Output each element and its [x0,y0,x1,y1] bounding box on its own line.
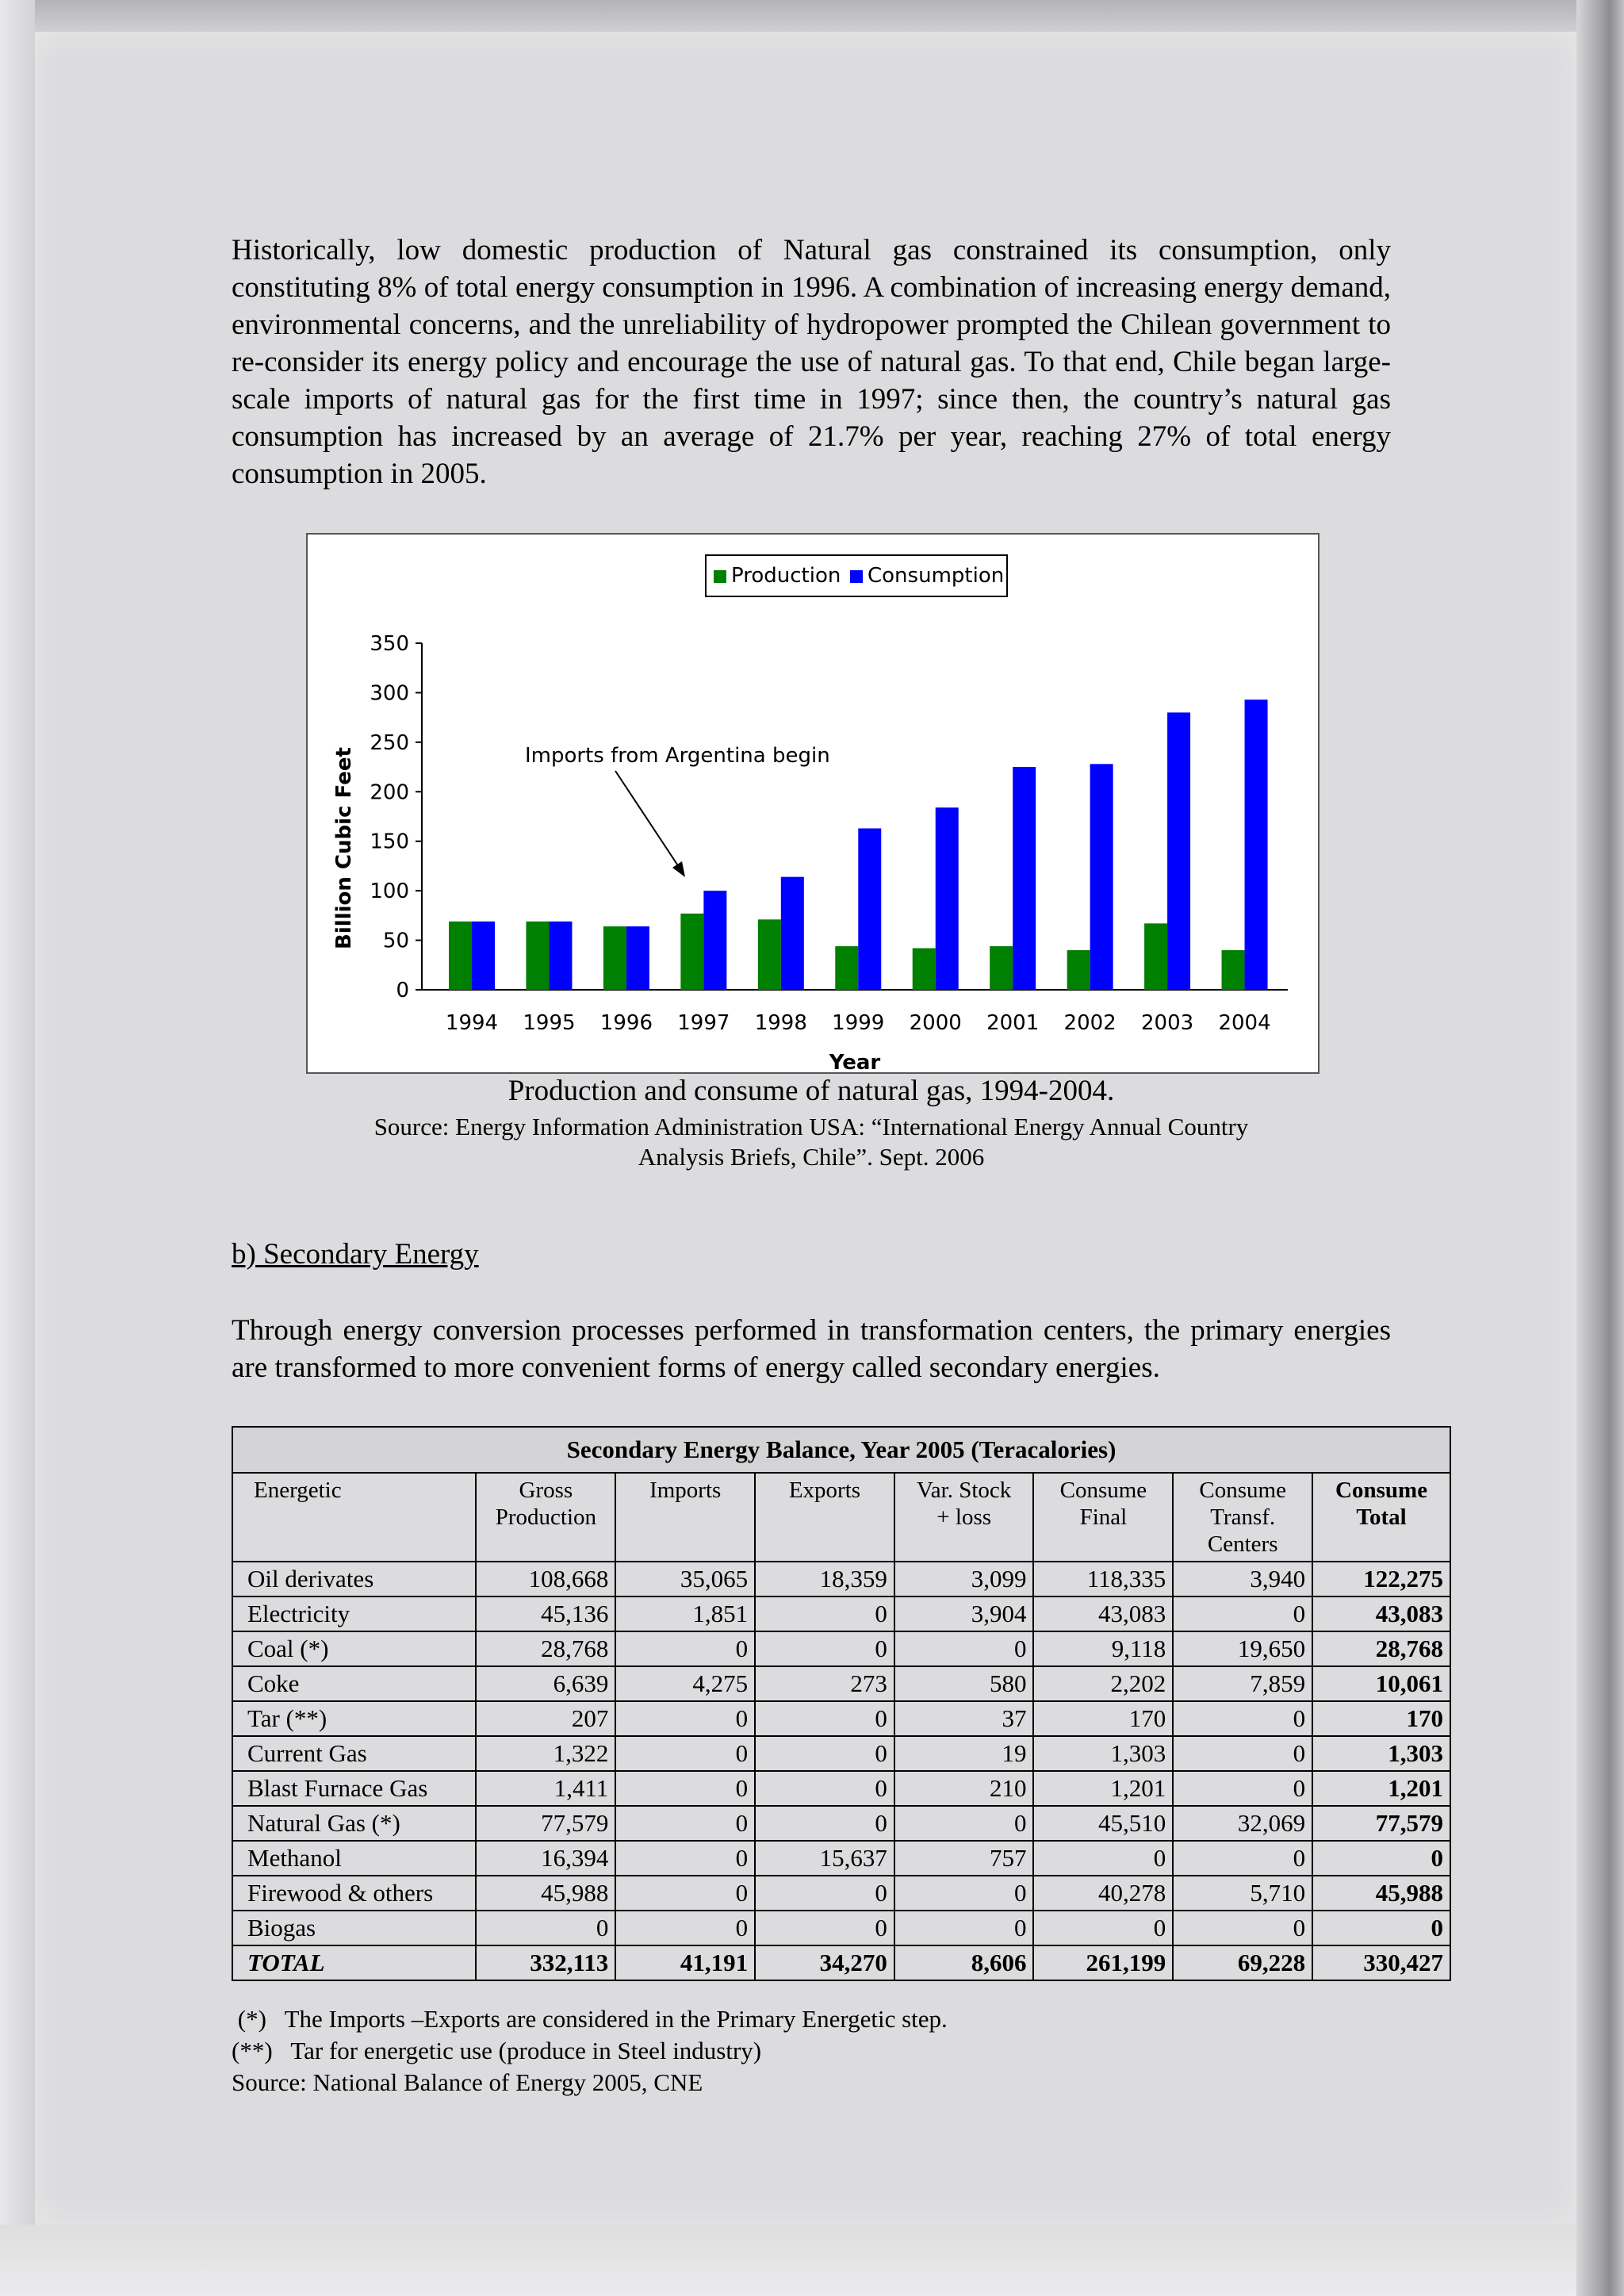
table-row [232,1701,1450,1736]
natural-gas-chart [306,533,1320,1074]
table-cell: 0 [755,1701,894,1736]
table-cell: 210 [894,1771,1034,1806]
bar-production [680,914,703,990]
table-cell: 1,201 [1033,1771,1173,1806]
bar-production [1067,950,1090,990]
table-cell: 16,394 [476,1841,615,1876]
table-cell: 0 [894,1911,1034,1945]
table-header-cell [755,1473,894,1562]
bar-consumption [1167,712,1190,990]
table-cell: 332,113 [476,1945,615,1980]
section-heading: b) Secondary Energy [232,1238,479,1271]
x-tick-label: 1995 [523,1011,576,1035]
table-cell: 40,278 [1033,1876,1173,1911]
table-cell: 0 [615,1631,755,1666]
chart-svg [308,535,1318,1072]
table-row-label: Blast Furnace Gas [232,1771,476,1806]
table-row-label: Natural Gas (*) [232,1806,476,1841]
table-row [232,1596,1450,1631]
table-cell: 207 [476,1701,615,1736]
table-row [232,1876,1450,1911]
chart-caption: Production and consume of natural gas, 1994-2004. [508,1075,1115,1107]
table-cell: 122,275 [1312,1562,1450,1596]
table-cell: 330,427 [1312,1945,1450,1980]
table-header-line: Consume [1335,1478,1428,1503]
table-header-row [232,1473,1450,1562]
bar-consumption [703,891,726,990]
table-row-label: TOTAL [232,1945,476,1980]
table-cell: 41,191 [615,1945,755,1980]
table-header-line: Centers [1207,1531,1278,1557]
note-3: Source: National Balance of Energy 2005, CNE [232,2068,703,2096]
table-cell: 108,668 [476,1562,615,1596]
table-row [232,1631,1450,1666]
table-cell: 2,202 [1033,1666,1173,1701]
table-cell: 1,411 [476,1771,615,1806]
bar-production [1222,950,1245,990]
table-row [232,1911,1450,1945]
table-row [232,1806,1450,1841]
table-header-cell [1033,1473,1173,1562]
annotation-arrow-line [615,771,680,869]
table-cell: 3,099 [894,1562,1034,1596]
table-header-cell [894,1473,1034,1562]
y-tick-label: 150 [370,830,409,854]
x-axis-label: Year [829,1051,881,1072]
y-tick-label: 100 [370,880,409,904]
table-cell: 28,768 [1312,1631,1450,1666]
table-row-label: Tar (**) [232,1701,476,1736]
table-cell: 10,061 [1312,1666,1450,1701]
table-cell: 0 [894,1876,1034,1911]
table-row-label: Current Gas [232,1736,476,1771]
x-tick-label: 2003 [1141,1011,1194,1035]
table-cell: 3,940 [1173,1562,1312,1596]
x-tick-label: 1997 [677,1011,730,1035]
table-cell: 18,359 [755,1562,894,1596]
bar-production [449,922,472,990]
table-header-line: Consume [1199,1478,1286,1503]
table-cell: 170 [1033,1701,1173,1736]
table-cell: 35,065 [615,1562,755,1596]
table-header-cell [232,1473,476,1562]
table-row [232,1841,1450,1876]
x-tick-label: 1996 [599,1011,653,1035]
table-cell: 45,988 [1312,1876,1450,1911]
chart-source [311,1112,1312,1172]
frame-left-bevel [0,0,35,2296]
y-tick-label: 0 [396,979,409,1002]
intro-paragraph: Historically, low domestic production of Natural gas constrained its consumption, only constituting 8% of total energy consumption in 1996. A combination of increasing energy demand, environmental concerns, and the unreliability of hydropower prompted the Chilean government to re-consider its energy policy and encourage the use of natural gas. To that end, Chile began large-scale imports of natural gas for the first time in 1997; since then, the country’s natural gas consumption has increased by an average of 21.7% per year, reaching 27% of total energy consumption in 2005. [232,234,1391,490]
table-header-line: Exports [788,1478,861,1503]
table-cell: 0 [615,1841,755,1876]
bar-consumption [858,828,881,990]
table-cell: 3,904 [894,1596,1034,1631]
x-tick-label: 2001 [986,1011,1040,1035]
table-header-line: Var. Stock [917,1478,1012,1503]
table-cell: 1,303 [1033,1736,1173,1771]
table-cell: 32,069 [1173,1806,1312,1841]
table-cell: 7,859 [1173,1666,1312,1701]
table-row [232,1771,1450,1806]
table-total-row [232,1945,1450,1980]
table-cell: 0 [755,1631,894,1666]
bar-consumption [936,807,959,990]
table-body [232,1562,1450,1980]
table-cell: 118,335 [1033,1562,1173,1596]
x-tick-label: 2004 [1218,1011,1271,1035]
table-header-line: Production [495,1504,597,1530]
bar-production [990,946,1013,990]
table-cell: 0 [615,1806,755,1841]
table-cell: 757 [894,1841,1034,1876]
table-row [232,1666,1450,1701]
bar-production [835,946,858,990]
secondary-energy-paragraph: Through energy conversion processes performed in transformation centers, the primary energies are transformed to more convenient forms of energy called secondary energies. [232,1314,1391,1384]
y-axis-label: Billion Cubic Feet [332,747,356,949]
table-row-label: Coke [232,1666,476,1701]
annotation-arrow-head [672,861,685,877]
table-cell: 77,579 [476,1806,615,1841]
table-row-label: Oil derivates [232,1562,476,1596]
y-tick-label: 300 [370,681,409,706]
table-cell: 0 [615,1876,755,1911]
frame-bottom-bevel [0,2225,1624,2296]
table-title: Secondary Energy Balance, Year 2005 (Teracalories) [232,1427,1450,1473]
table-cell: 8,606 [894,1945,1034,1980]
x-tick-label: 2000 [909,1011,962,1035]
table-row [232,1736,1450,1771]
table-header-cell [1173,1473,1312,1562]
x-tick-label: 1994 [445,1011,499,1035]
y-tick-label: 350 [370,632,409,656]
table-cell: 580 [894,1666,1034,1701]
frame-top-bevel [0,0,1624,32]
bar-production [526,922,549,990]
table-cell: 45,988 [476,1876,615,1911]
table-cell: 0 [1312,1841,1450,1876]
bar-consumption [549,922,572,990]
table-cell: 0 [1312,1911,1450,1945]
note-2: (**) Tar for energetic use (produce in Steel industry) [232,2037,762,2064]
y-tick-label: 50 [382,929,409,953]
table-cell: 77,579 [1312,1806,1450,1841]
table-row-label: Firewood & others [232,1876,476,1911]
table-cell: 9,118 [1033,1631,1173,1666]
table-cell: 0 [1173,1841,1312,1876]
table-header-line: Gross [519,1478,573,1503]
table-cell: 1,851 [615,1596,755,1631]
table-cell: 1,322 [476,1736,615,1771]
table-cell: 0 [894,1806,1034,1841]
chart-source-line-1: Source: Energy Information Administration USA: “International Energy Annual Country [373,1113,1249,1140]
chart-source-line-2: Analysis Briefs, Chile”. Sept. 2006 [638,1143,985,1171]
bar-consumption [626,926,649,990]
bar-consumption [1013,767,1036,990]
bar-consumption [781,877,804,990]
frame-right-bevel [1576,0,1624,2296]
secondary-energy-table [232,1426,1451,1981]
bar-production [1144,923,1167,990]
bar-production [913,949,936,990]
table-header-cell [1312,1473,1450,1562]
table-row-label: Electricity [232,1596,476,1631]
table-cell: 19 [894,1736,1034,1771]
bar-consumption [472,922,495,990]
table-row [232,1562,1450,1596]
table-cell: 5,710 [1173,1876,1312,1911]
table-cell: 69,228 [1173,1945,1312,1980]
table-header-line: + loss [936,1504,992,1530]
table-cell: 0 [615,1736,755,1771]
table-cell: 45,136 [476,1596,615,1631]
table-cell: 0 [615,1701,755,1736]
table-cell: 1,201 [1312,1771,1450,1806]
table-header-line: Consume [1059,1478,1147,1503]
table-row-label: Biogas [232,1911,476,1945]
table-cell: 0 [755,1911,894,1945]
table-cell: 273 [755,1666,894,1701]
table-cell: 43,083 [1312,1596,1450,1631]
table-cell: 0 [615,1771,755,1806]
note-1: (*) The Imports –Exports are considered in the Primary Energetic step. [232,2005,948,2033]
x-tick-label: 1998 [754,1011,807,1035]
table-header-line: Imports [649,1478,722,1503]
table-cell: 0 [755,1876,894,1911]
table-header-cell [615,1473,755,1562]
table-cell: 0 [1033,1911,1173,1945]
table-cell: 0 [1173,1701,1312,1736]
table-header-cell [476,1473,615,1562]
table-cell: 0 [1173,1596,1312,1631]
table-cell: 0 [755,1596,894,1631]
legend-swatch-consumption [850,570,863,583]
table-cell: 261,199 [1033,1945,1173,1980]
bar-production [758,919,781,990]
bar-consumption [1090,764,1113,990]
table-cell: 0 [615,1911,755,1945]
annotation-text: Imports from Argentina begin [525,744,830,768]
table-cell: 0 [1033,1841,1173,1876]
table-cell: 45,510 [1033,1806,1173,1841]
table-cell: 19,650 [1173,1631,1312,1666]
table-cell: 34,270 [755,1945,894,1980]
bar-consumption [1245,700,1268,990]
table-header-line: Energetic [254,1478,342,1503]
table-header-line: Total [1356,1504,1407,1530]
table-cell: 6,639 [476,1666,615,1701]
table-header-line: Final [1079,1504,1128,1530]
table-cell: 4,275 [615,1666,755,1701]
legend-label-production: Production [731,564,841,588]
x-tick-label: 2002 [1063,1011,1116,1035]
table-cell: 0 [1173,1736,1312,1771]
table-cell: 0 [1173,1911,1312,1945]
table-cell: 0 [755,1806,894,1841]
table-cell: 0 [755,1771,894,1806]
legend-swatch-production [714,570,726,583]
table-cell: 43,083 [1033,1596,1173,1631]
x-tick-label: 1999 [832,1011,885,1035]
table-row-label: Methanol [232,1841,476,1876]
table-cell: 28,768 [476,1631,615,1666]
table-notes [232,2003,948,2099]
table-cell: 1,303 [1312,1736,1450,1771]
y-tick-label: 200 [370,780,409,805]
table-header-line: Transf. [1210,1504,1276,1530]
table-cell: 0 [894,1631,1034,1666]
table-row-label: Coal (*) [232,1631,476,1666]
y-tick-label: 250 [370,730,409,755]
table-cell: 37 [894,1701,1034,1736]
table-cell: 15,637 [755,1841,894,1876]
table-cell: 0 [1173,1771,1312,1806]
table-cell: 0 [476,1911,615,1945]
table-cell: 170 [1312,1701,1450,1736]
table-cell: 0 [755,1736,894,1771]
legend-label-consumption: Consumption [868,564,1005,588]
bar-production [603,926,626,990]
